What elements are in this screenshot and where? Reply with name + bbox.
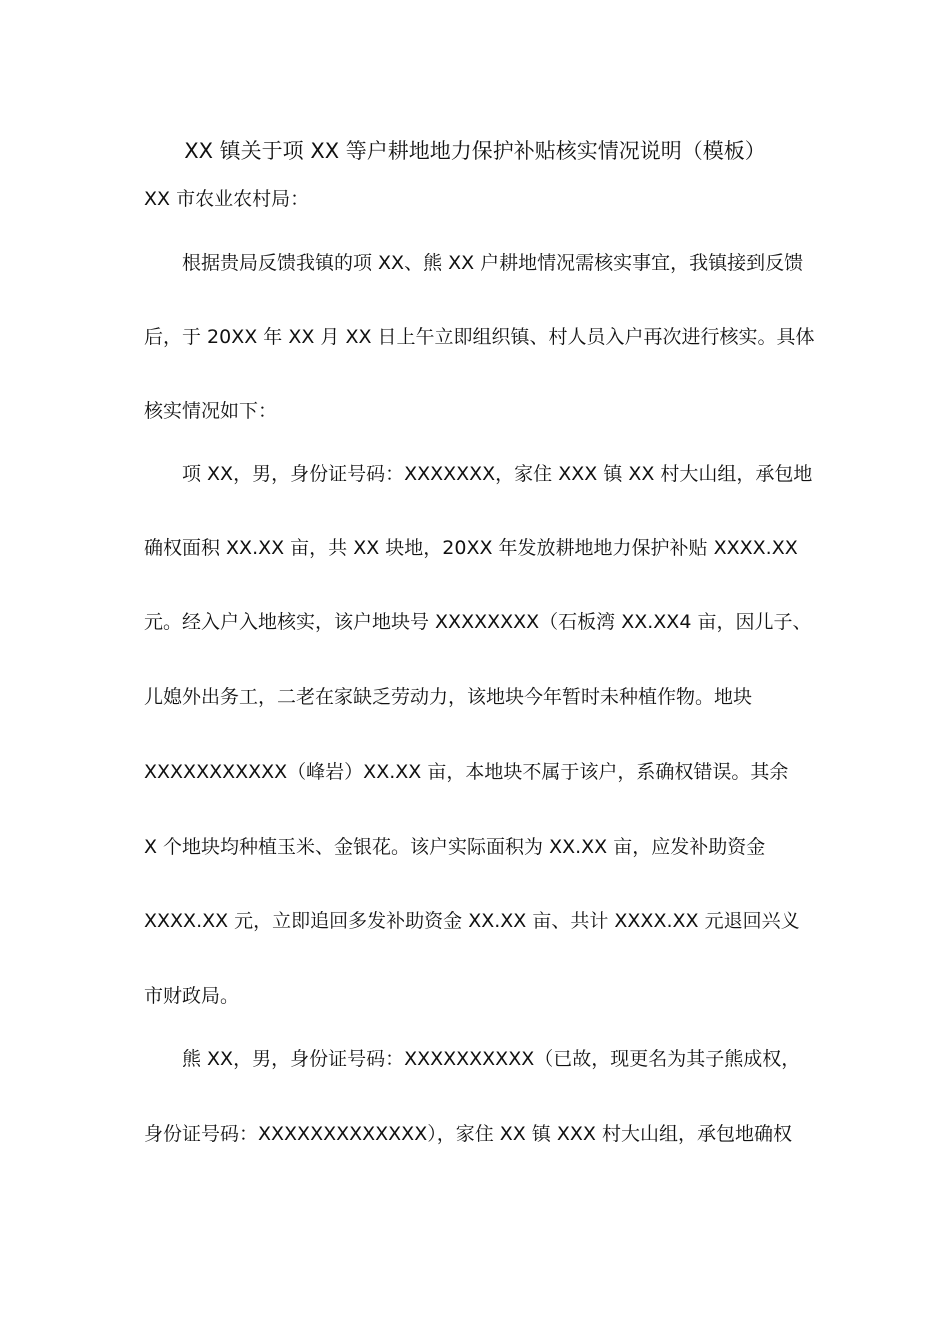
body-line: XXXX.XX 元，立即追回多发补助资金 XX.XX 亩、共计 XXXX.XX 元退回兴义 [144,910,800,932]
body-line: 确权面积 XX.XX 亩，共 XX 块地，20XX 年发放耕地地力保护补贴 XXXX.XX [144,537,798,559]
salutation: XX 市农业农村局： [144,188,310,210]
body-line: 根据贵局反馈我镇的项 XX、熊 XX 户耕地情况需核实事宜，我镇接到反馈 [182,252,804,274]
body-line: 市财政局。 [144,985,240,1007]
document-title: XX 镇关于项 XX 等户耕地地力保护补贴核实情况说明（模板） [184,139,766,163]
body-line: 项 XX，男，身份证号码：XXXXXXX，家住 XXX 镇 XX 村大山组，承包地 [182,463,813,485]
body-line: XXXXXXXXXXX（峰岩）XX.XX 亩，本地块不属于该户，系确权错误。其余 [144,761,789,783]
body-line: X 个地块均种植玉米、金银花。该户实际面积为 XX.XX 亩，应发补助资金 [144,836,766,858]
body-line: 后，于 20XX 年 XX 月 XX 日上午立即组织镇、村人员入户再次进行核实。具体 [144,326,815,348]
body-line: 身份证号码：XXXXXXXXXXXXX），家住 XX 镇 XXX 村大山组，承包地确权 [144,1123,792,1145]
body-line: 核实情况如下： [144,400,278,422]
body-line: 熊 XX，男，身份证号码：XXXXXXXXXX（已故，现更名为其子熊成权， [182,1048,801,1070]
body-line: 儿媳外出务工，二老在家缺乏劳动力，该地块今年暂时未种植作物。地块 [144,686,753,708]
body-line: 元。经入户入地核实，该户地块号 XXXXXXXX（石板湾 XX.XX4 亩，因儿子、 [144,611,812,633]
